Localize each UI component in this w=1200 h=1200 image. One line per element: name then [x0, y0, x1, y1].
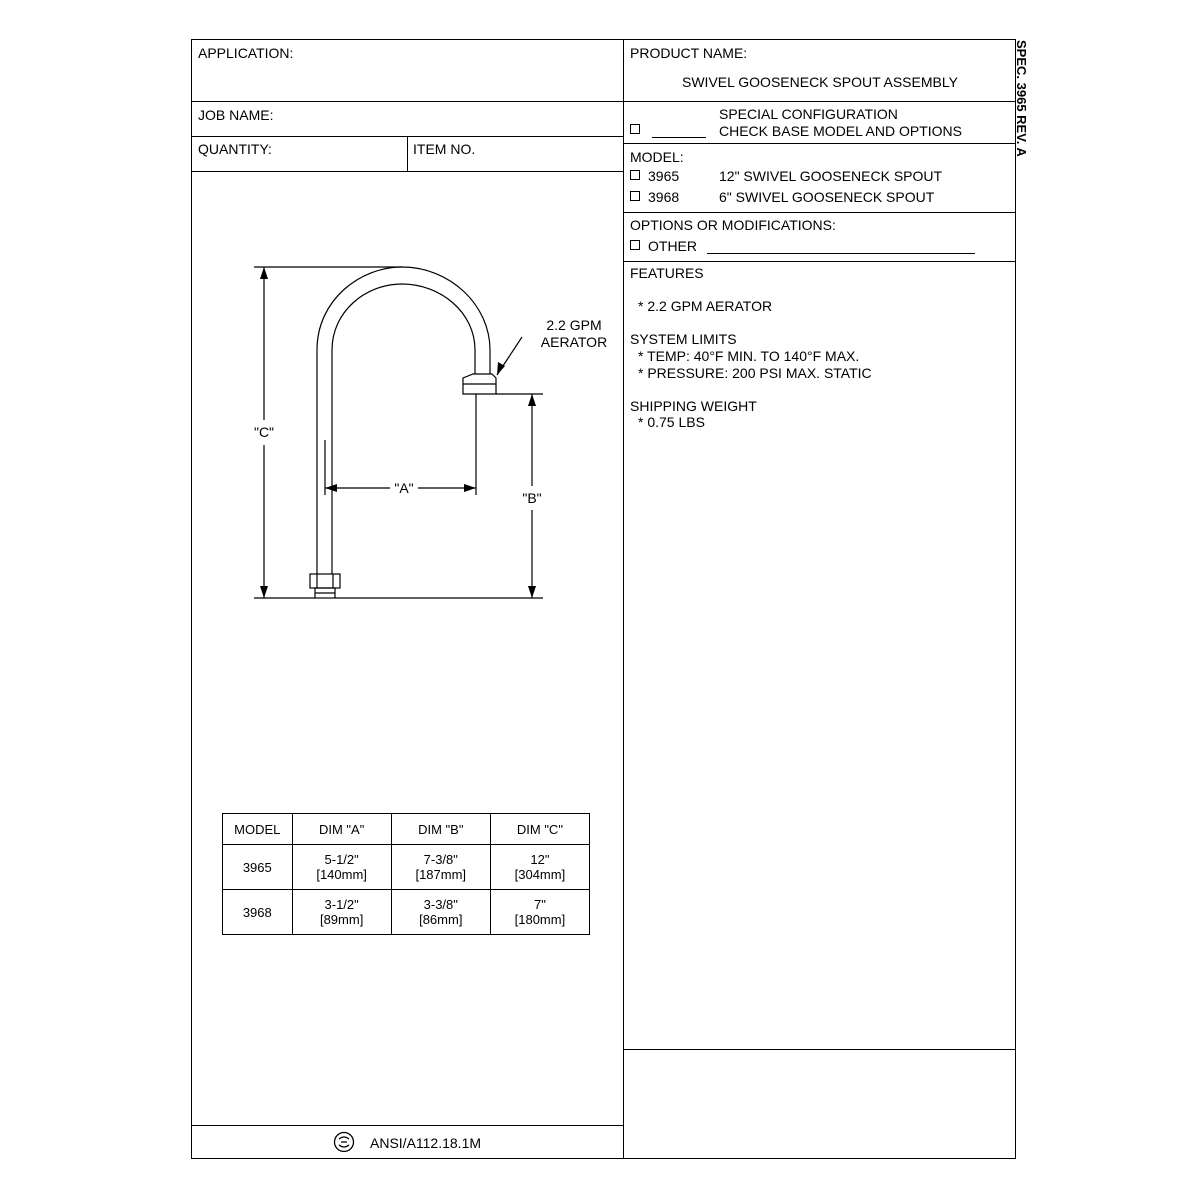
model-number: 3968	[648, 189, 680, 205]
table-cell	[391, 845, 490, 890]
table-header-cell: DIM "B"	[391, 814, 490, 845]
standard-label: ANSI/A112.18.1M	[370, 1135, 482, 1151]
table-cell	[292, 845, 391, 890]
system-limit-item: * PRESSURE: 200 PSI MAX. STATIC	[638, 365, 872, 381]
model-description: 6" SWIVEL GOOSENECK SPOUT	[719, 189, 935, 205]
table-header-row	[223, 814, 590, 845]
dim-metric: [86mm]	[419, 912, 463, 927]
dim-b-label: "B"	[522, 490, 542, 506]
quantity-label: QUANTITY:	[198, 141, 272, 157]
table-cell	[391, 890, 490, 935]
special-config-line2: CHECK BASE MODEL AND OPTIONS	[719, 123, 962, 139]
features-label: FEATURES	[630, 265, 704, 281]
table-cell	[292, 890, 391, 935]
application-label: APPLICATION:	[198, 45, 294, 61]
shipping-weight-label: SHIPPING WEIGHT	[630, 398, 757, 414]
table-header-cell: MODEL	[223, 814, 293, 845]
dim-value: 3-3/8"	[423, 897, 458, 912]
dim-metric: [180mm]	[514, 912, 566, 927]
base-nut	[310, 574, 340, 588]
table-cell-model: 3968	[223, 890, 293, 935]
product-name: SWIVEL GOOSENECK SPOUT ASSEMBLY	[682, 74, 958, 90]
model-description: 12" SWIVEL GOOSENECK SPOUT	[719, 168, 943, 184]
spout-outer-curve	[317, 267, 490, 574]
item-no-label: ITEM NO.	[413, 141, 476, 157]
special-config-line1: SPECIAL CONFIGURATION	[719, 106, 898, 122]
product-name-label: PRODUCT NAME:	[630, 45, 748, 61]
aerator-label-line1: 2.2 GPM	[546, 317, 602, 333]
other-label: OTHER	[648, 238, 697, 254]
table-row	[223, 890, 590, 935]
dim-metric: [89mm]	[319, 912, 364, 927]
system-limit-item: * TEMP: 40°F MIN. TO 140°F MAX.	[638, 348, 860, 364]
dim-value: 7"	[533, 897, 546, 912]
table-header-cell: DIM "C"	[490, 814, 589, 845]
options-label: OPTIONS OR MODIFICATIONS:	[630, 217, 836, 233]
table-cell	[490, 890, 589, 935]
aerator-label-line2: AERATOR	[540, 334, 608, 350]
system-limits-label: SYSTEM LIMITS	[630, 331, 737, 347]
model-label: MODEL:	[630, 149, 684, 165]
dim-metric: [140mm]	[316, 867, 367, 882]
dim-a-label: "A"	[394, 480, 414, 496]
dim-value: 3-1/2"	[324, 897, 359, 912]
job-name-label: JOB NAME:	[198, 107, 274, 123]
spout-inner-curve	[332, 284, 475, 574]
table-header-cell: DIM "A"	[292, 814, 391, 845]
feature-item: * 2.2 GPM AERATOR	[638, 298, 773, 314]
csa-certification-icon	[333, 1131, 355, 1153]
model-number: 3965	[648, 168, 680, 184]
shipping-weight-value: * 0.75 LBS	[638, 414, 705, 430]
table-cell	[490, 845, 589, 890]
dim-metric: [187mm]	[415, 867, 467, 882]
dim-value: 7-3/8"	[423, 852, 458, 867]
spec-revision-label: SPEC. 3965 REV. A	[1014, 40, 1029, 157]
table-row	[223, 845, 590, 890]
dimension-table	[222, 813, 590, 935]
dim-metric: [304mm]	[514, 867, 566, 882]
table-cell-model: 3965	[223, 845, 293, 890]
dim-value: 5-1/2"	[324, 852, 359, 867]
dim-value: 12"	[530, 852, 550, 867]
dim-c-label: "C"	[253, 424, 275, 440]
